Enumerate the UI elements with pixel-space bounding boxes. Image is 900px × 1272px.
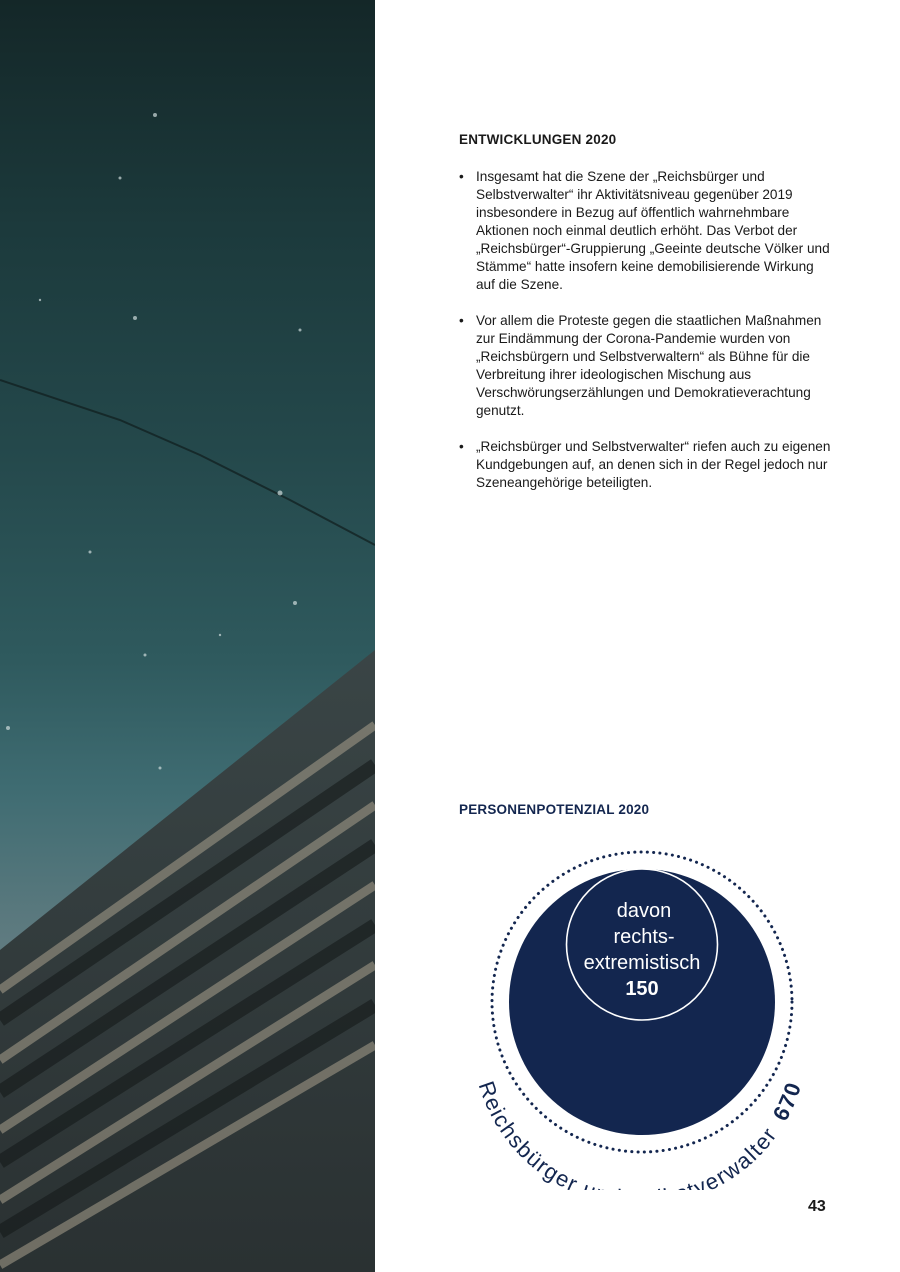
list-item — [459, 438, 834, 492]
developments-list — [459, 168, 834, 510]
building-reflection-photo — [0, 0, 375, 1272]
page-number: 43 — [808, 1198, 826, 1215]
list-item-text: Insgesamt hat die Szene der „Reichsbürger und Selbstverwalter“ ihr Aktivitätsniveau gegenüber 2019 insbesondere in Bezug auf öffentlich wahrnehmbare Aktionen noch einmal deutlich erhöht. Das Verbot der „Reichsbürger“-Gruppierung „Geeinte deutsche Völker und Stämme“ hatte insofern keine demobilisierende Wirkung auf die Szene. — [476, 169, 830, 292]
list-item — [459, 312, 834, 420]
section-title-developments: ENTWICKLUNGEN 2020 — [459, 132, 617, 147]
bullet-icon: • — [459, 313, 464, 328]
inner-label-line-1: davon — [616, 900, 672, 922]
bullet-icon: • — [459, 169, 464, 184]
bullet-icon: • — [459, 439, 464, 454]
outer-value: 670 — [767, 1078, 807, 1125]
bubble-chart-svg — [470, 850, 830, 1190]
personenpotenzial-chart — [470, 850, 830, 1195]
photo-illustration — [0, 0, 375, 1272]
list-item-text: Vor allem die Proteste gegen die staatlichen Maßnahmen zur Eindämmung der Corona-Pandemie wurden von „Reichsbürgern und Selbstverwaltern“ als Bühne für die Verbreitung ihrer ideologischen Mischung aus Verschwörungserzählungen und Demokratieverachtung genutzt. — [476, 313, 822, 418]
list-item — [459, 168, 834, 294]
inner-label-line-3: extremistisch — [583, 952, 701, 974]
list-item-text: „Reichsbürger und Selbstverwalter“ riefen auch zu eigenen Kundgebungen auf, an denen sich in der Regel jedoch nur Szeneangehörige beteiligten. — [476, 439, 831, 490]
inner-value: 150 — [625, 978, 659, 1000]
inner-label-line-2: rechts- — [613, 926, 675, 948]
outer-label: Reichsbürger tverwalter — [473, 1078, 783, 1190]
section-title-potential: PERSONENPOTENZIAL 2020 — [459, 802, 650, 817]
